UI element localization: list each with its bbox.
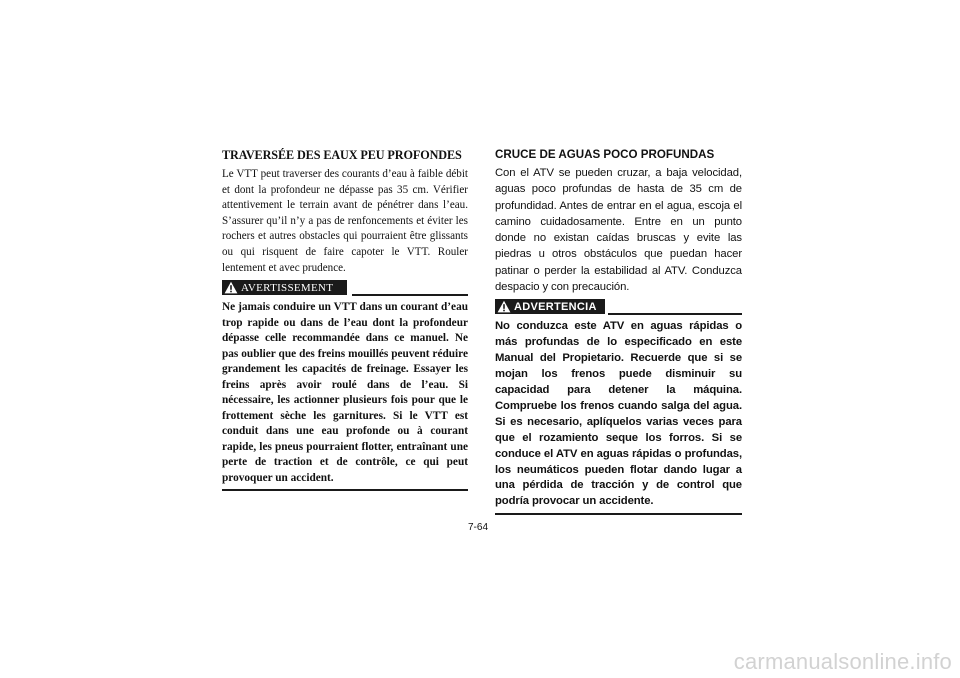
section-heading-fr: TRAVERSÉE DES EAUX PEU PROFONDES	[222, 148, 462, 162]
warning-bottom-rule-es	[495, 513, 742, 515]
warning-text-es: No conduzca este ATV en aguas rápidas o más profundas de lo especificado en este Manual del Propietario. Recuerde que si se mojan los frenos puede disminuir su capacidad para detener la máquina. Compruebe los frenos cuando salga del agua. Si es necesario, aplíquelos varias veces para que el rozamiento seque los forros. Si se conduce el ATV en aguas rápidas o profundas, los neumáticos pueden flotar dando lugar a una pérdida de tracción y de control que podría provocar un accidente.	[495, 320, 742, 508]
warning-header-es	[495, 299, 742, 316]
section-heading-es: CRUCE DE AGUAS POCO PROFUNDAS	[495, 148, 715, 161]
body-text-es: Con el ATV se pueden cruzar, a baja velocidad, aguas poco profundas de hasta de 35 cm de profundidad. Antes de entrar en el agua, escoja el camino cuidadosamente. Entre en un punto donde no existan caídas bruscas y evite las piedras u otros obstáculos que puedan hacer patinar o perder la estabilidad al ATV. Conduzca despacio y con precaución.	[495, 167, 742, 294]
warning-rule-fr	[352, 294, 468, 296]
warning-bottom-rule-fr	[222, 489, 468, 491]
body-text-fr: Le VTT peut traverser des courants d’eau à faible débit et dont la profondeur ne dépasse pas 35 cm. Vérifier attentivement le terrain avant de pénétrer dans l’eau. S’assurer qu’il n’y a pas de renfoncements et éviter les rochers et autres obstacles qui pourraient être glissants ou qui risquent de faire capoter le VTT. Rouler lentement et avec prudence.	[222, 168, 468, 274]
warning-label-box-es	[495, 299, 605, 314]
warning-rule-es	[608, 313, 742, 315]
page-number: 7-64	[468, 522, 489, 533]
warning-label-fr: AVERTISSEMENT	[241, 281, 334, 294]
french-column	[222, 148, 468, 491]
watermark: carmanualsonline.info	[733, 649, 952, 674]
warning-text-fr: Ne jamais conduire un VTT dans un courant d’eau trop rapide ou dans de l’eau dont la profondeur dépasse celle recommandée dans ce manuel. Ne pas oublier que des freins mouillés peuvent réduire grandement les capacités de freinage. Essayer les freins après avoir roulé dans de l’eau. Si nécessaire, les actionner plusieurs fois pour que le frottement sèche les garnitures. Si le VTT est conduit dans une eau profonde ou à courant rapide, les pneus pourraient flotter, entraînant une perte de traction et de contrôle, ce qui peut provoquer un accident.	[222, 301, 468, 484]
warning-triangle-icon	[497, 300, 511, 313]
warning-label-box-fr	[222, 280, 347, 295]
warning-header-fr	[222, 280, 468, 297]
spanish-column	[495, 148, 742, 515]
warning-triangle-icon	[224, 281, 238, 294]
warning-label-es: ADVERTENCIA	[514, 300, 597, 313]
